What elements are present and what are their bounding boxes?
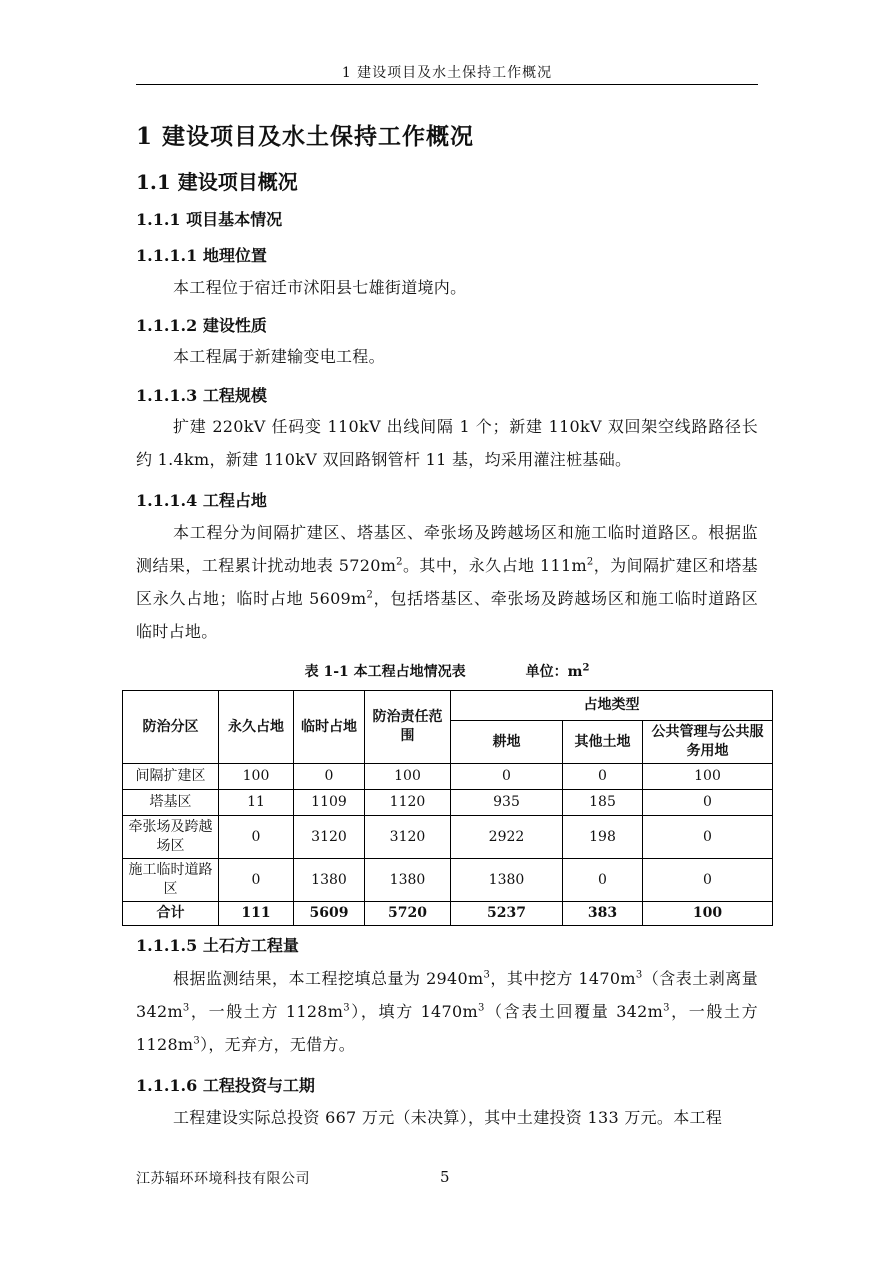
- cell-scope: 3120: [365, 816, 451, 859]
- header-farmland: 耕地: [451, 721, 563, 764]
- cell-farmland: 935: [451, 790, 563, 816]
- scale-heading: 1.1.1.3 工程规模: [136, 386, 267, 405]
- header-other-land: 其他土地: [563, 721, 643, 764]
- header-permanent: 永久占地: [219, 691, 294, 764]
- running-header: 1 建设项目及水土保持工作概况: [341, 65, 553, 81]
- location-text: 本工程位于宿迁市沭阳县七雄街道境内。: [173, 278, 467, 297]
- cell-temp: 1109: [294, 790, 365, 816]
- table-row: [123, 790, 773, 816]
- cell-zone: 牵张场及跨越场区: [123, 816, 219, 859]
- cell-public: 0: [643, 790, 773, 816]
- cell-zone: 施工临时道路区: [123, 859, 219, 902]
- cell-other: 0: [563, 764, 643, 790]
- cell-zone: 塔基区: [123, 790, 219, 816]
- table-unit: 单位：$m^2$: [525, 662, 590, 680]
- footer-company: 江苏辐环环境科技有限公司: [136, 1171, 310, 1187]
- header-zone: 防治分区: [123, 691, 219, 764]
- land-text: 本工程分为间隔扩建区、塔基区、牵张场及跨越场区和施工临时道路区。根据监测结果，工程累计扰动地表 $5720m^2$。其中，永久占地 $111m^2$，为间隔扩建区和塔基区永久占地；临时占地 $5609m^2$，包括塔基区、牵张场及跨越场区和施工临时道路区临时占地。: [136, 523, 758, 641]
- total-scope: 5720: [365, 902, 451, 926]
- total-perm: 111: [219, 902, 294, 926]
- chapter-title: 1 建设项目及水土保持工作概况: [136, 123, 475, 150]
- cell-temp: 3120: [294, 816, 365, 859]
- nature-heading: 1.1.1.2 建设性质: [136, 316, 267, 335]
- cell-public: 0: [643, 859, 773, 902]
- cell-perm: 100: [219, 764, 294, 790]
- location-heading: 1.1.1.1 地理位置: [136, 246, 267, 265]
- total-other: 383: [563, 902, 643, 926]
- table-row: [123, 764, 773, 790]
- page-number: 5: [440, 1168, 450, 1186]
- cell-public: 100: [643, 764, 773, 790]
- cell-other: 185: [563, 790, 643, 816]
- cell-farmland: 2922: [451, 816, 563, 859]
- header-public-land: 公共管理与公共服务用地: [643, 721, 773, 764]
- header-scope: 防治责任范围: [365, 691, 451, 764]
- cell-perm: 0: [219, 859, 294, 902]
- cell-farmland: 0: [451, 764, 563, 790]
- cell-zone: 间隔扩建区: [123, 764, 219, 790]
- nature-text: 本工程属于新建输变电工程。: [173, 347, 385, 366]
- land-occupation-table: [122, 690, 773, 926]
- cell-scope: 1380: [365, 859, 451, 902]
- investment-text: 工程建设实际总投资 667 万元（未决算），其中土建投资 133 万元。本工程: [173, 1108, 723, 1127]
- cell-scope: 100: [365, 764, 451, 790]
- table-row: [123, 816, 773, 859]
- investment-heading: 1.1.1.6 工程投资与工期: [136, 1076, 315, 1095]
- cell-temp: 0: [294, 764, 365, 790]
- header-temporary: 临时占地: [294, 691, 365, 764]
- header-rule: [136, 84, 758, 85]
- subsection-title: 1.1.1 项目基本情况: [136, 210, 283, 229]
- cell-perm: 0: [219, 816, 294, 859]
- cell-scope: 1120: [365, 790, 451, 816]
- table-caption: 表 1-1 本工程占地情况表 单位：$m^2$: [304, 662, 590, 680]
- section-title: 1.1 建设项目概况: [136, 170, 298, 194]
- earthwork-text: 根据监测结果，本工程挖填总量为 $2940m^3$，其中挖方 $1470m^3$（含表土剥离量 $342m^3$，一般土方 $1128m^3$），填方 $1470m^3$（含表土回覆量 $342m^3$，一般土方 $1128m^3$），无弃方，无借方。: [136, 969, 758, 1054]
- earthwork-heading: 1.1.1.5 土石方工程量: [136, 936, 299, 955]
- cell-farmland: 1380: [451, 859, 563, 902]
- table-row: [123, 859, 773, 902]
- scale-text: 扩建 220kV 任码变 110kV 出线间隔 1 个；新建 110kV 双回架空线路路径长约 1.4km，新建 110kV 双回路钢管杆 11 基，均采用灌注桩基础。: [136, 417, 758, 469]
- header-land-type: 占地类型: [451, 691, 773, 721]
- cell-temp: 1380: [294, 859, 365, 902]
- total-temp: 5609: [294, 902, 365, 926]
- total-farmland: 5237: [451, 902, 563, 926]
- cell-other: 198: [563, 816, 643, 859]
- total-public: 100: [643, 902, 773, 926]
- cell-other: 0: [563, 859, 643, 902]
- land-heading: 1.1.1.4 工程占地: [136, 491, 267, 510]
- cell-perm: 11: [219, 790, 294, 816]
- table-total-row: [123, 902, 773, 926]
- total-zone: 合计: [123, 902, 219, 926]
- table-body: [123, 764, 773, 926]
- cell-public: 0: [643, 816, 773, 859]
